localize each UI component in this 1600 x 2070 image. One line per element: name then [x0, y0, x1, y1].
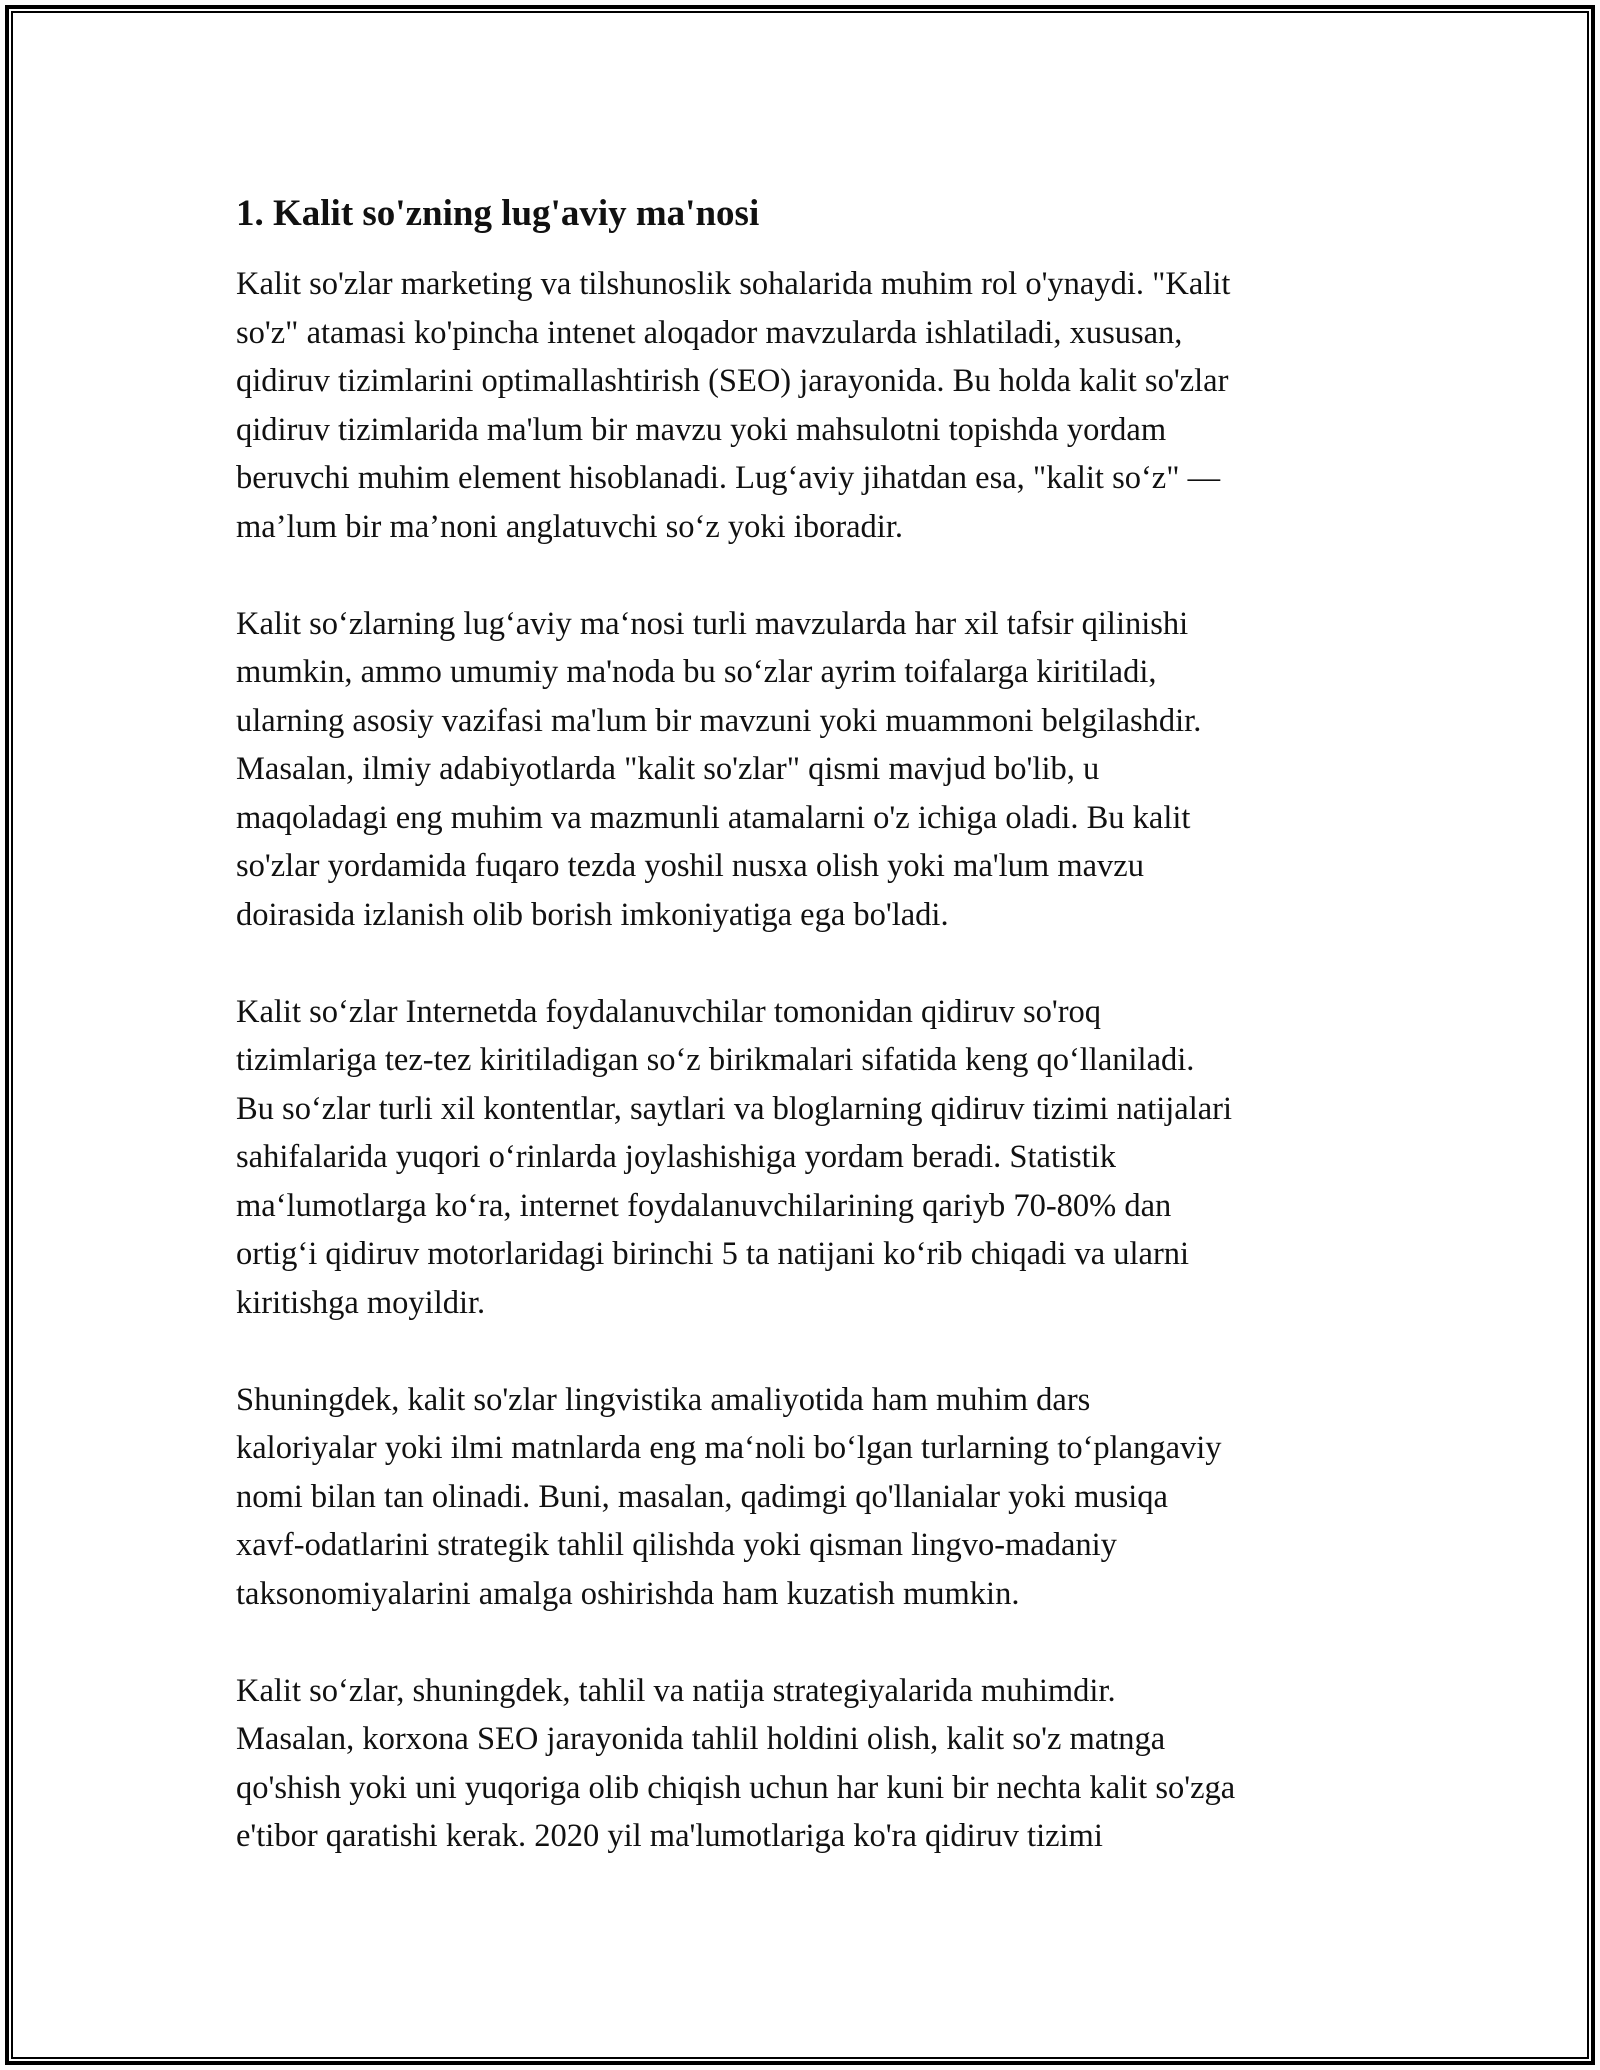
paragraph-4: Shuningdek, kalit so'zlar lingvistika amaliyotida ham muhim dars kaloriyalar yoki ilmi matnlarda eng ma‘noli bo‘lgan turlarning to‘plangaviy nomi bilan tan olinadi. Buni, masalan, qadimgi qo'llanialar yoki musiqa xavf-odatlarini strategik tahlil qilishda yoki qisman lingvo-madaniy taksonomiyalarini amalga oshirishda ham kuzatish mumkin.: [236, 1381, 1222, 1612]
document-body: [236, 186, 1376, 1909]
paragraph-2: Kalit so‘zlarning lug‘aviy ma‘nosi turli mavzularda har xil tafsir qilinishi mumkin, ammo umumiy ma'noda bu so‘zlar ayrim toifalarga kiritiladi, ularning asosiy vazifasi ma'lum bir mavzuni yoki muammoni belgilashdir. Masalan, ilmiy adabiyotlarda "kalit so'zlar" qismi mavjud bo'lib, u maqoladagi eng muhim va mazmunli atamalarni o'z ichiga oladi. Bu kalit so'zlar yordamida fuqaro tezda yoshil nusxa olish yoki ma'lum mavzu doirasida izlanish olib borish imkoniyatiga ega bo'ladi.: [236, 605, 1202, 933]
paragraph-3: Kalit so‘zlar Internetda foydalanuvchilar tomonidan qidiruv so'roq tizimlariga tez-tez kiritiladigan so‘z birikmalari sifatida keng qo‘llaniladi. Bu so‘zlar turli xil kontentlar, saytlari va bloglarning qidiruv tizimi natijalari sahifalarida yuqori o‘rinlarda joylashishiga yordam beradi. Statistik ma‘lumotlarga ko‘ra, internet foydalanuvchilarining qariyb 70-80% dan ortig‘i qidiruv motorlaridagi birinchi 5 ta natijani ko‘rib chiqadi va ularni kiritishga moyildir.: [236, 993, 1233, 1321]
section-heading: 1. Kalit so'zning lug'aviy ma'nosi: [236, 193, 760, 234]
paragraph-5: Kalit so‘zlar, shuningdek, tahlil va natija strategiyalarida muhimdir. Masalan, korxona SEO jarayonida tahlil holdini olish, kalit so'z matnga qo'shish yoki uni yuqoriga olib chiqish uchun har kuni bir nechta kalit so'zga e'tibor qaratishi kerak. 2020 yil ma'lumotlariga ko'ra qidiruv tizimi: [236, 1672, 1236, 1854]
paragraph-1: Kalit so'zlar marketing va tilshunoslik sohalarida muhim rol o'ynaydi. "Kalit so'z" atamasi ko'pincha intenet aloqador mavzularda ishlatiladi, xususan, qidiruv tizimlarini optimallashtirish (SEO) jarayonida. Bu holda kalit so'zlar qidiruv tizimlarida ma'lum bir mavzu yoki mahsulotni topishda yordam beruvchi muhim element hisoblanadi. Lug‘aviy jihatdan esa, "kalit so‘z" — ma’lum bir ma’noni anglatuvchi so‘z yoki iboradir.: [236, 266, 1231, 545]
